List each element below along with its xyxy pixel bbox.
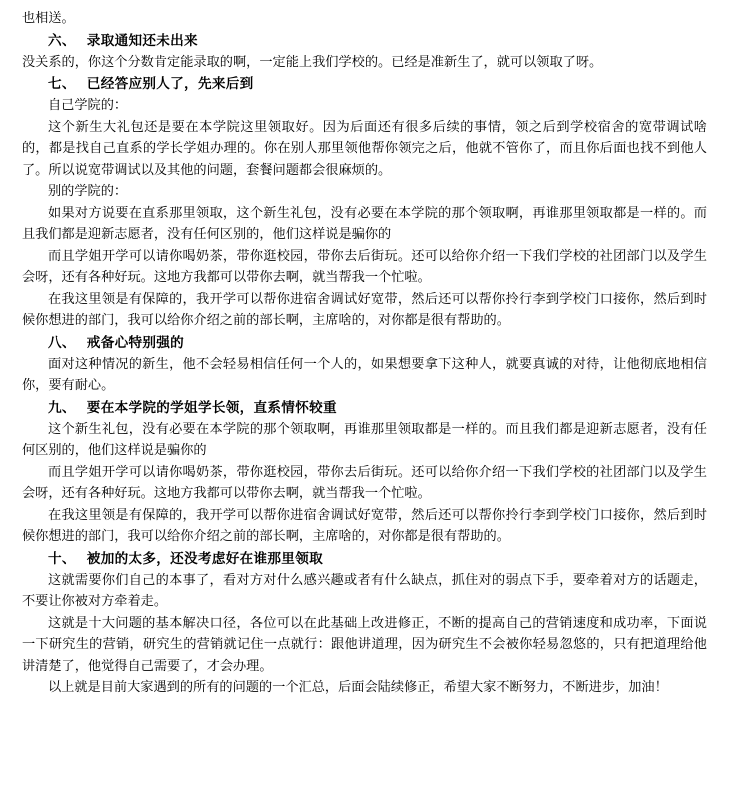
- body-paragraph: 没关系的，你这个分数肯定能录取的啊，一定能上我们学校的。已经是准新生了，就可以领取了呀。: [22, 54, 603, 70]
- section-title: 被加的太多，还没考虑好在谁那里领取: [86, 550, 323, 567]
- section-heading: [22, 30, 707, 52]
- section-title: 录取通知还未出来: [86, 32, 198, 49]
- section-number: 十、: [48, 550, 76, 567]
- section-number: 六、: [48, 32, 76, 49]
- section-number: 八、: [48, 334, 76, 351]
- document-body: [22, 8, 707, 699]
- section-number: 九、: [48, 399, 76, 416]
- section-title: 戒备心特别强的: [86, 334, 185, 351]
- body-paragraph: 在我这里领是有保障的，我开学可以帮你进宿舍调试好宽带，然后还可以帮你拎行李到学校门口接你，然后到时候你想进的部门，我可以给你介绍之前的部长啊，主席啥的，对你都是很有帮助的。: [22, 291, 707, 328]
- body-paragraph: 面对这种情况的新生，他不会轻易相信任何一个人的，如果想要拿下这种人，就要真诚的对待，让他彻底地相信你，要有耐心。: [22, 356, 707, 393]
- body-paragraph: 这就需要你们自己的本事了，看对方对什么感兴趣或者有什么缺点，抓住对的弱点下手，要牵着对方的话题走，不要让你被对方牵着走。: [22, 572, 707, 609]
- section-title: 要在本学院的学姐学长领，直系情怀较重: [86, 399, 337, 416]
- body-paragraph: 这个新生大礼包还是要在本学院这里领取好。因为后面还有很多后续的事情，领之后到学校宿舍的宽带调试啥的，都是找自己直系的学长学姐办理的。你在别人那里领他帮你领完之后，他就不管你了，而且你后面也找不到他人了。所以说宽带调试以及其他的问题，套餐问题都会很麻烦的。: [22, 119, 707, 178]
- body-paragraph: 这就是十大问题的基本解决口径，各位可以在此基础上改进修正，不断的提高自己的营销速度和成功率，下面说一下研究生的营销，研究生的营销就记住一点就行：跟他讲道理，因为研究生不会被你轻易忽悠的，只有把道理给他讲清楚了，他觉得自己需要了，才会办理。: [22, 615, 707, 674]
- body-paragraph: 以上就是目前大家遇到的所有的问题的一个汇总，后面会陆续修正，希望大家不断努力，不断进步，加油！: [48, 680, 668, 695]
- body-paragraph: 如果对方说要在直系那里领取，这个新生礼包，没有必要在本学院的那个领取啊，再谁那里领取都是一样的。而且我们都是迎新志愿者，没有任何区别的，他们这样说是骗你的: [22, 205, 707, 242]
- body-paragraph: 别的学院的：: [48, 184, 128, 199]
- body-paragraph: 而且学姐开学可以请你喝奶茶，带你逛校园，带你去后街玩。还可以给你介绍一下我们学校的社团部门以及学生会呀，还有各种好玩。这地方我都可以带你去啊，就当帮我一个忙啦。: [22, 464, 707, 501]
- section-number: 七、: [48, 76, 76, 92]
- section-title: 已经答应别人了，先来后到: [86, 76, 254, 92]
- section-heading: [22, 332, 707, 354]
- body-paragraph: 而且学姐开学可以请你喝奶茶，带你逛校园，带你去后街玩。还可以给你介绍一下我们学校的社团部门以及学生会呀，还有各种好玩。这地方我都可以带你去啊，就当帮我一个忙啦。: [22, 248, 707, 285]
- section-heading: [22, 397, 707, 419]
- section-heading: [22, 548, 707, 570]
- section-heading: [22, 73, 707, 95]
- body-paragraph: 自己学院的：: [48, 98, 128, 113]
- body-paragraph: 也相送。: [22, 11, 75, 26]
- body-paragraph: 在我这里领是有保障的，我开学可以帮你进宿舍调试好宽带，然后还可以帮你拎行李到学校门口接你，然后到时候你想进的部门，我可以给你介绍之前的部长啊，主席啥的，对你都是很有帮助的。: [22, 507, 707, 544]
- body-paragraph: 这个新生礼包，没有必要在本学院的那个领取啊，再谁那里领取都是一样的。而且我们都是迎新志愿者，没有任何区别的，他们这样说是骗你的: [22, 421, 707, 458]
